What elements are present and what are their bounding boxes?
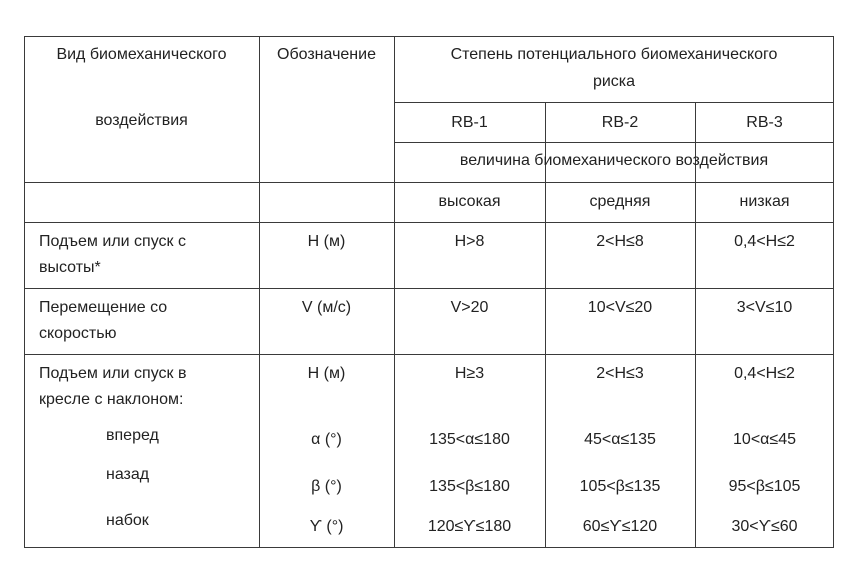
subrow-forward-rb2: 45<α≤135 [584,431,656,448]
subrow-side-label: набок [106,512,149,529]
subrow-back-label: назад [106,466,150,483]
header-risk-line1: Степень потенциального биомеханического [450,46,778,63]
subrow-side-rb3: 30<ϒ≤60 [731,518,798,535]
row-chair-symbol: Н (м) [307,365,346,382]
row-speed-rb2: 10<V≤20 [587,299,653,316]
subrow-back-rb3: 95<β≤105 [728,478,801,495]
subrow-back-rb1: 135<β≤180 [429,478,510,495]
subrow-back-rb2: 105<β≤135 [579,478,661,495]
header-rb3: RB-3 [746,114,783,131]
header-magnitude: величина биомеханического воздействия [459,152,769,169]
row-height-symbol: Н (м) [307,233,346,250]
border-row-height-bottom [24,288,834,289]
border-bottom [24,547,834,548]
header-rb2: RB-2 [601,114,639,131]
level-high: высокая [438,193,501,210]
row-speed-rb1: V>20 [450,299,489,316]
subrow-side-symbol: ϒ (°) [309,518,344,535]
row-height-rb3: 0,4<Н≤2 [734,233,795,250]
subrow-forward-rb3: 10<α≤45 [733,431,796,448]
subrow-side-rb1: 120≤ϒ≤180 [427,518,512,535]
border-top [24,36,834,37]
row-chair-rb1: Н≥3 [454,365,485,382]
level-medium: средняя [589,193,651,210]
row-chair-label-line1: Подъем или спуск в [39,365,187,382]
row-speed-label-line2: скоростью [39,325,117,342]
header-impact-type-line2: воздействия [95,112,188,129]
biomechanical-risk-table [24,36,834,548]
row-chair-label-line2: кресле с наклоном: [39,391,184,408]
border-header-bottom [24,182,834,183]
border-row-speed-bottom [24,354,834,355]
level-low: низкая [739,193,790,210]
subrow-back-symbol: β (°) [311,478,342,495]
row-speed-rb3: 3<V≤10 [736,299,793,316]
border-col1 [259,36,260,548]
subrow-forward-rb1: 135<α≤180 [429,431,510,448]
header-risk-line2: риска [592,73,636,90]
row-height-label-line1: Подъем или спуск с [39,233,186,250]
row-chair-rb2: 2<Н≤3 [596,365,644,382]
subrow-forward-symbol: α (°) [311,431,342,448]
row-height-rb1: Н>8 [454,233,485,250]
row-speed-symbol: V (м/с) [301,299,352,316]
border-rb-split [394,142,834,143]
border-level-bottom [24,222,834,223]
subrow-side-rb2: 60≤ϒ≤120 [582,518,658,535]
row-height-rb2: 2<Н≤8 [596,233,644,250]
row-chair-rb3: 0,4<Н≤2 [734,365,795,382]
header-impact-type-line1: Вид биомеханического [56,46,227,63]
header-rb1: RB-1 [451,114,488,131]
subrow-forward-label: вперед [106,427,159,444]
header-designation: Обозначение [277,46,376,63]
row-speed-label-line1: Перемещение со [39,299,168,316]
row-height-label-line2: высоты* [39,259,101,276]
border-risk-split [394,102,834,103]
